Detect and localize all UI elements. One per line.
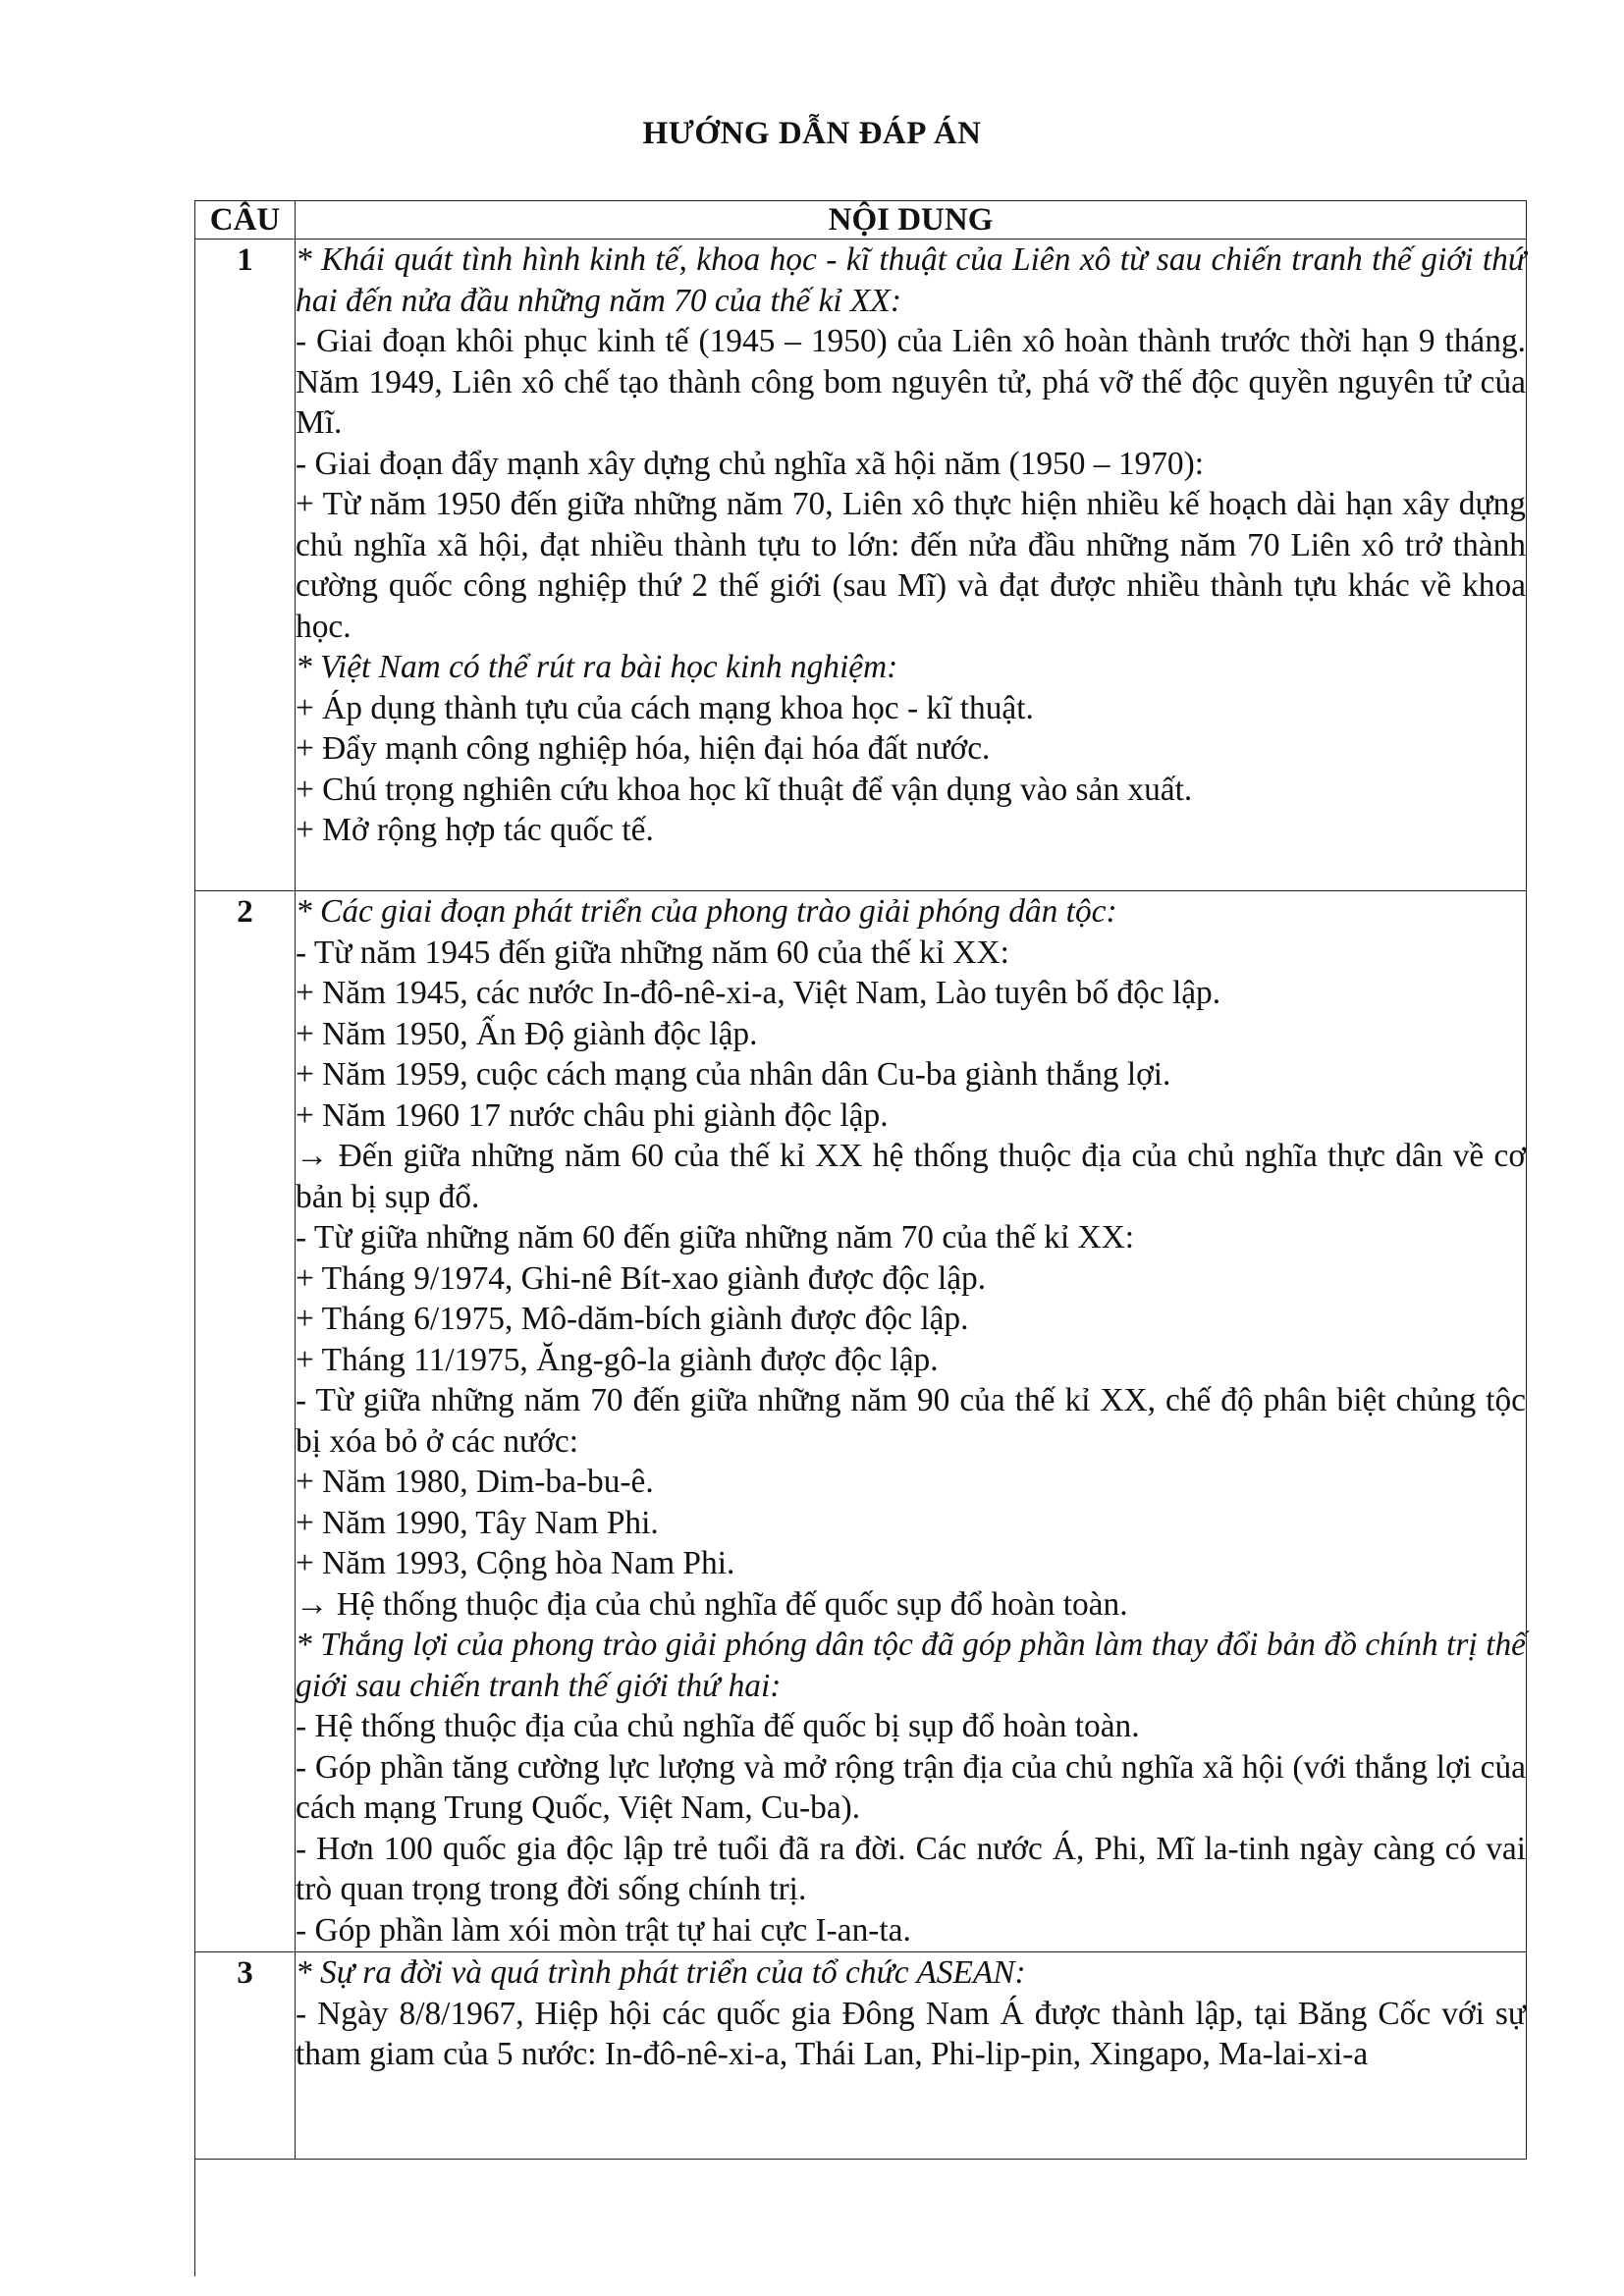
content-line: - Từ giữa những năm 60 đến giữa những năm 70 của thế kỉ XX: xyxy=(296,1219,1134,1255)
continuation-border xyxy=(194,2159,195,2276)
content-line: + Tháng 11/1975, Ăng-gô-la giành được độc lập. xyxy=(296,1341,939,1378)
content-line: + Đẩy mạnh công nghiệp hóa, hiện đại hóa đất nước. xyxy=(296,730,991,767)
content-line: + Năm 1950, Ấn Độ giành độc lập. xyxy=(296,1015,758,1052)
content-line: - Hơn 100 quốc gia độc lập trẻ tuổi đã ra đời. Các nước Á, Phi, Mĩ la-tinh ngày càng có vai trò quan trọng trong đời sống chính trị. xyxy=(296,1830,1526,1907)
question-number: 3 xyxy=(195,1952,296,2160)
table-header-row xyxy=(195,201,1527,240)
content-line: + Năm 1993, Cộng hòa Nam Phi. xyxy=(296,1545,735,1581)
table-row xyxy=(195,240,1527,891)
content-line: * Thắng lợi của phong trào giải phóng dân tộc đã góp phần làm thay đổi bản đồ chính trị thế giới sau chiến tranh thế giới thứ hai: xyxy=(296,1627,1526,1704)
content-line: - Góp phần tăng cường lực lượng và mở rộng trận địa của chủ nghĩa xã hội (với thắng lợi của cách mạng Trung Quốc, Việt Nam, Cu-ba). xyxy=(296,1748,1526,1826)
question-number: 2 xyxy=(195,891,296,1952)
content-line: → Đến giữa những năm 60 của thế kỉ XX hệ thống thuộc địa của chủ nghĩa thực dân về cơ bản bị sụp đổ. xyxy=(296,1138,1526,1215)
content-line: + Năm 1945, các nước In-đô-nê-xi-a, Việt Nam, Lào tuyên bố độc lập. xyxy=(296,975,1221,1011)
content-line: - Giai đoạn đẩy mạnh xây dựng chủ nghĩa xã hội năm (1950 – 1970): xyxy=(296,445,1205,482)
answer-content xyxy=(296,1952,1527,2160)
table-row xyxy=(195,1952,1527,2160)
header-question: CÂU xyxy=(195,201,296,240)
content-line: + Mở rộng hợp tác quốc tế. xyxy=(296,812,654,848)
content-line: + Năm 1980, Dim-ba-bu-ê. xyxy=(296,1464,654,1500)
content-line: + Tháng 6/1975, Mô-dăm-bích giành được độc lập. xyxy=(296,1301,969,1337)
content-line: - Góp phần làm xói mòn trật tự hai cực I-an-ta. xyxy=(296,1911,911,1949)
content-line: * Việt Nam có thể rút ra bài học kinh nghiệm: xyxy=(296,649,898,685)
content-line: + Áp dụng thành tựu của cách mạng khoa học - kĩ thuật. xyxy=(296,689,1034,726)
content-line: + Từ năm 1950 đến giữa những năm 70, Liên xô thực hiện nhiều kế hoạch dài hạn xây dựng chủ nghĩa xã hội, đạt nhiều thành tựu to lớn: đến nửa đầu những năm 70 Liên xô trở thành cường quốc công nghiệp thứ 2 thế giới (sau Mĩ) và đạt được nhiều thành tựu khác về khoa học. xyxy=(296,486,1526,645)
content-line: * Các giai đoạn phát triển của phong trào giải phóng dân tộc: xyxy=(296,893,1117,930)
content-line: - Giai đoạn khôi phục kinh tế (1945 – 1950) của Liên xô hoàn thành trước thời hạn 9 tháng. Năm 1949, Liên xô chế tạo thành công bom nguyên tử, phá vỡ thế độc quyền nguyên tử của Mĩ. xyxy=(296,323,1526,441)
content-line: + Năm 1959, cuộc cách mạng của nhân dân Cu-ba giành thắng lợi. xyxy=(296,1056,1171,1093)
content-line: + Năm 1960 17 nước châu phi giành độc lập. xyxy=(296,1096,889,1134)
content-line: - Hệ thống thuộc địa của chủ nghĩa đế quốc bị sụp đổ hoàn toàn. xyxy=(296,1708,1140,1744)
content-line: + Năm 1990, Tây Nam Phi. xyxy=(296,1504,659,1541)
answer-content xyxy=(296,240,1527,891)
content-line: → Hệ thống thuộc địa của chủ nghĩa đế quốc sụp đổ hoàn toàn. xyxy=(296,1585,1128,1623)
answer-content xyxy=(296,891,1527,1952)
header-content: NỘI DUNG xyxy=(296,201,1527,240)
page-title: HƯỚNG DẪN ĐÁP ÁN xyxy=(642,116,982,151)
content-line: + Tháng 9/1974, Ghi-nê Bít-xao giành được độc lập. xyxy=(296,1259,987,1297)
content-line: * Khái quát tình hình kinh tế, khoa học - kĩ thuật của Liên xô từ sau chiến tranh thế giới thứ hai đến nửa đầu những năm 70 của thế kỉ XX: xyxy=(296,241,1526,319)
question-number: 1 xyxy=(195,240,296,891)
table-row xyxy=(195,891,1527,1952)
content-line: - Ngày 8/8/1967, Hiệp hội các quốc gia Đông Nam Á được thành lập, tại Băng Cốc với sự tham giam của 5 nước: In-đô-nê-xi-a, Thái Lan, Phi-lip-pin, Xingapo, Ma-lai-xi-a xyxy=(296,1995,1526,2072)
content-line: + Chú trọng nghiên cứu khoa học kĩ thuật để vận dụng vào sản xuất. xyxy=(296,771,1193,808)
answer-table xyxy=(194,200,1527,2160)
content-line: * Sự ra đời và quá trình phát triển của tổ chức ASEAN: xyxy=(296,1954,1026,1991)
content-line: - Từ giữa những năm 70 đến giữa những năm 90 của thế kỉ XX, chế độ phân biệt chủng tộc bị xóa bỏ ở các nước: xyxy=(296,1382,1526,1460)
content-line: - Từ năm 1945 đến giữa những năm 60 của thế kỉ XX: xyxy=(296,934,1009,971)
